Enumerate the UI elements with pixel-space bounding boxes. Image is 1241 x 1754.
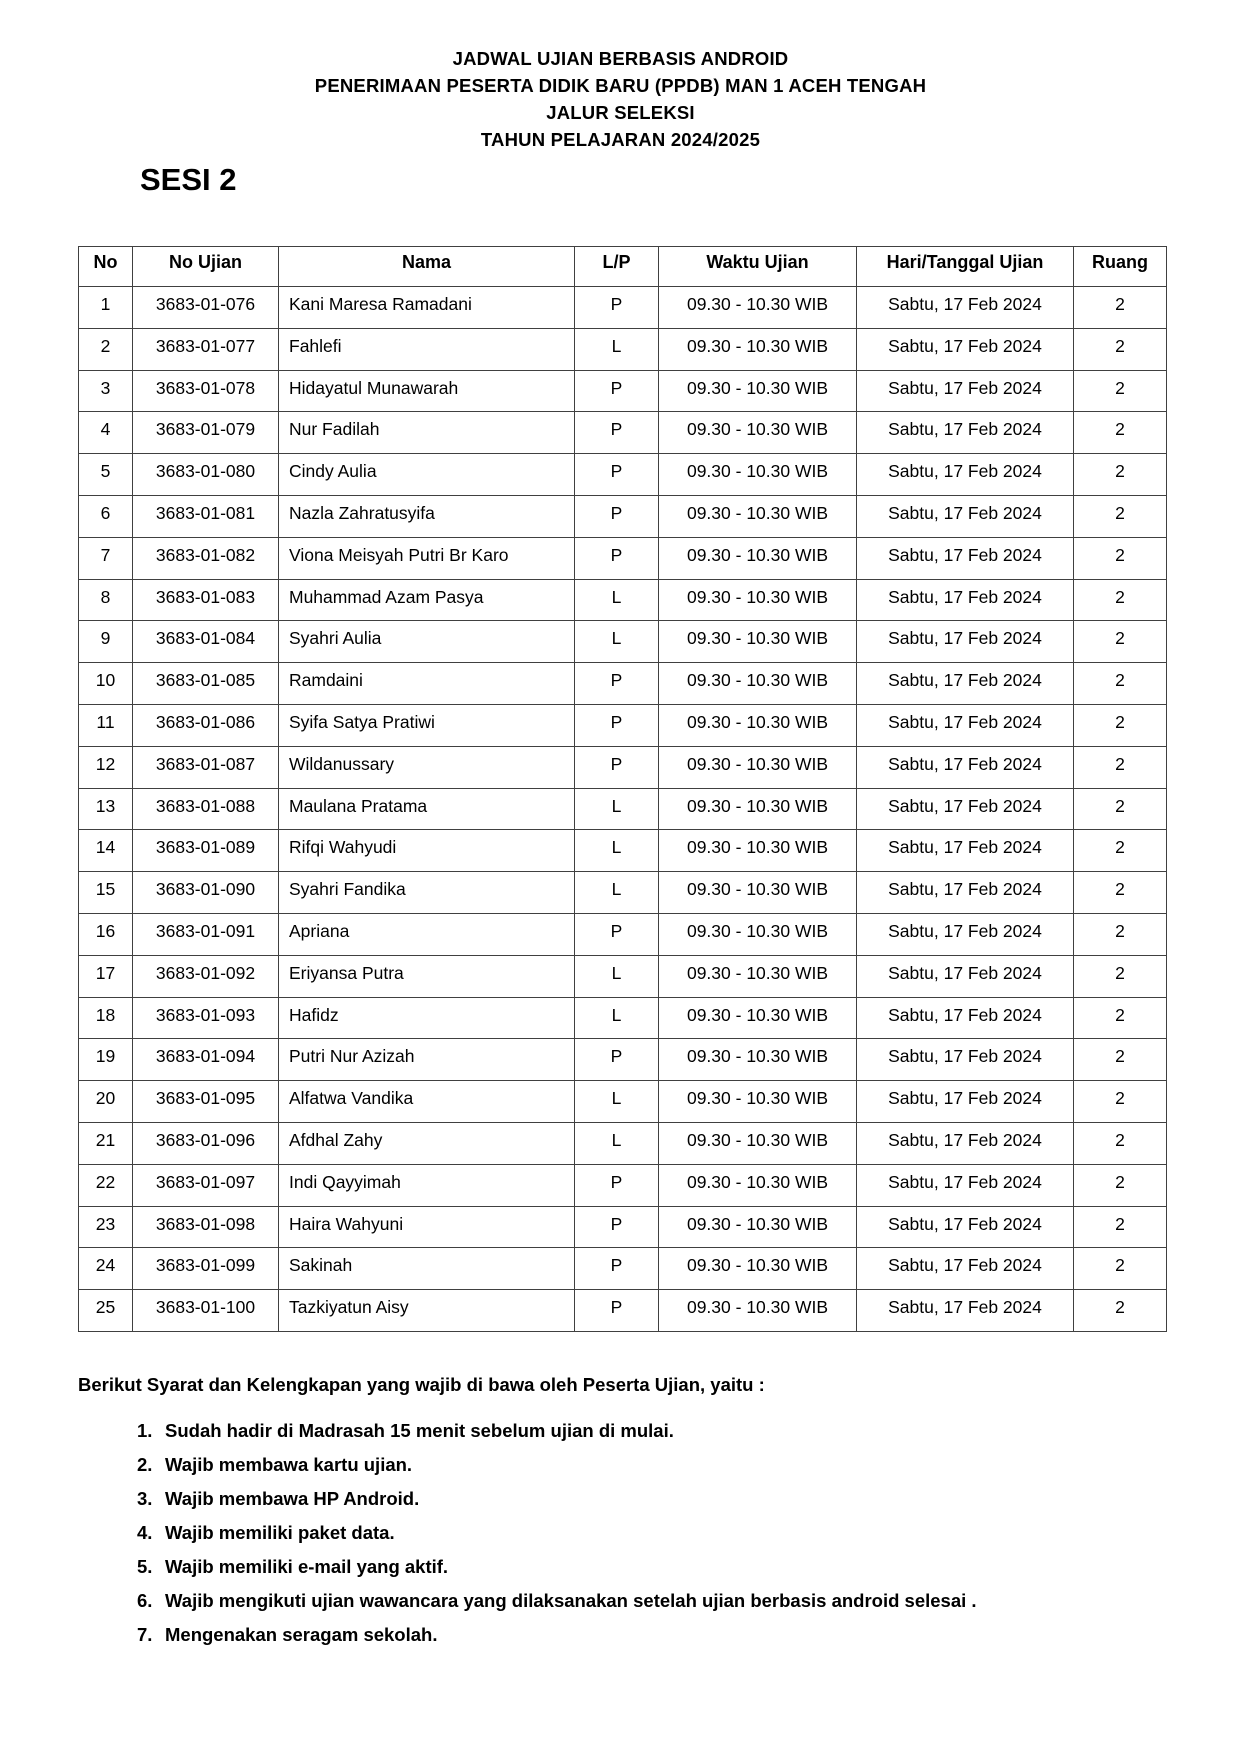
cell-waktu-ujian: 09.30 - 10.30 WIB <box>659 1081 857 1123</box>
cell-no: 12 <box>79 746 133 788</box>
table-row <box>79 1164 1167 1206</box>
cell-hari-tanggal: Sabtu, 17 Feb 2024 <box>857 746 1074 788</box>
requirement-item <box>137 1420 1241 1442</box>
cell-no: 6 <box>79 495 133 537</box>
table-row <box>79 955 1167 997</box>
requirement-number: 2. <box>137 1453 153 1475</box>
requirement-item <box>137 1488 1241 1510</box>
cell-ruang: 2 <box>1074 704 1167 746</box>
cell-waktu-ujian: 09.30 - 10.30 WIB <box>659 997 857 1039</box>
requirements-list <box>137 1420 1241 1646</box>
cell-nama: Maulana Pratama <box>279 788 575 830</box>
cell-nama: Syahri Aulia <box>279 621 575 663</box>
cell-waktu-ujian: 09.30 - 10.30 WIB <box>659 1290 857 1332</box>
cell-waktu-ujian: 09.30 - 10.30 WIB <box>659 495 857 537</box>
cell-no: 21 <box>79 1122 133 1164</box>
cell-no: 14 <box>79 830 133 872</box>
table-row <box>79 663 1167 705</box>
column-header-ruang: Ruang <box>1074 247 1167 287</box>
cell-lp: P <box>575 1039 659 1081</box>
table-row <box>79 704 1167 746</box>
cell-no-ujian: 3683-01-082 <box>133 537 279 579</box>
cell-waktu-ujian: 09.30 - 10.30 WIB <box>659 579 857 621</box>
cell-lp: P <box>575 495 659 537</box>
cell-no-ujian: 3683-01-090 <box>133 872 279 914</box>
table-row <box>79 830 1167 872</box>
cell-nama: Hafidz <box>279 997 575 1039</box>
cell-no-ujian: 3683-01-084 <box>133 621 279 663</box>
cell-ruang: 2 <box>1074 913 1167 955</box>
cell-nama: Putri Nur Azizah <box>279 1039 575 1081</box>
requirement-number: 5. <box>137 1555 153 1577</box>
cell-no-ujian: 3683-01-091 <box>133 913 279 955</box>
cell-no: 8 <box>79 579 133 621</box>
requirement-item <box>137 1556 1241 1578</box>
cell-no-ujian: 3683-01-086 <box>133 704 279 746</box>
cell-waktu-ujian: 09.30 - 10.30 WIB <box>659 704 857 746</box>
requirement-number: 6. <box>137 1589 153 1611</box>
cell-hari-tanggal: Sabtu, 17 Feb 2024 <box>857 1081 1074 1123</box>
column-header-lp: L/P <box>575 247 659 287</box>
cell-nama: Kani Maresa Ramadani <box>279 287 575 329</box>
cell-nama: Tazkiyatun Aisy <box>279 1290 575 1332</box>
cell-waktu-ujian: 09.30 - 10.30 WIB <box>659 537 857 579</box>
table-row <box>79 454 1167 496</box>
cell-lp: L <box>575 788 659 830</box>
cell-lp: L <box>575 872 659 914</box>
cell-nama: Afdhal Zahy <box>279 1122 575 1164</box>
table-row <box>79 328 1167 370</box>
cell-nama: Indi Qayyimah <box>279 1164 575 1206</box>
cell-ruang: 2 <box>1074 1122 1167 1164</box>
cell-no: 19 <box>79 1039 133 1081</box>
cell-no-ujian: 3683-01-094 <box>133 1039 279 1081</box>
cell-hari-tanggal: Sabtu, 17 Feb 2024 <box>857 704 1074 746</box>
cell-nama: Eriyansa Putra <box>279 955 575 997</box>
cell-waktu-ujian: 09.30 - 10.30 WIB <box>659 412 857 454</box>
cell-hari-tanggal: Sabtu, 17 Feb 2024 <box>857 788 1074 830</box>
requirement-text: Sudah hadir di Madrasah 15 menit sebelum ujian di mulai. <box>165 1419 674 1441</box>
cell-no: 25 <box>79 1290 133 1332</box>
cell-lp: P <box>575 412 659 454</box>
cell-ruang: 2 <box>1074 495 1167 537</box>
cell-no-ujian: 3683-01-099 <box>133 1248 279 1290</box>
cell-lp: L <box>575 579 659 621</box>
cell-ruang: 2 <box>1074 1039 1167 1081</box>
cell-nama: Apriana <box>279 913 575 955</box>
column-header-no: No <box>79 247 133 287</box>
cell-ruang: 2 <box>1074 537 1167 579</box>
cell-no-ujian: 3683-01-097 <box>133 1164 279 1206</box>
cell-waktu-ujian: 09.30 - 10.30 WIB <box>659 328 857 370</box>
cell-waktu-ujian: 09.30 - 10.30 WIB <box>659 454 857 496</box>
requirement-text: Wajib mengikuti ujian wawancara yang dilaksanakan setelah ujian berbasis android selesai . <box>165 1589 977 1611</box>
cell-no-ujian: 3683-01-079 <box>133 412 279 454</box>
cell-hari-tanggal: Sabtu, 17 Feb 2024 <box>857 287 1074 329</box>
session-heading: SESI 2 <box>140 162 237 197</box>
table-row <box>79 412 1167 454</box>
cell-no: 16 <box>79 913 133 955</box>
cell-no: 11 <box>79 704 133 746</box>
requirement-text: Wajib membawa kartu ujian. <box>165 1453 413 1475</box>
cell-nama: Alfatwa Vandika <box>279 1081 575 1123</box>
cell-hari-tanggal: Sabtu, 17 Feb 2024 <box>857 997 1074 1039</box>
cell-nama: Syahri Fandika <box>279 872 575 914</box>
cell-waktu-ujian: 09.30 - 10.30 WIB <box>659 746 857 788</box>
cell-nama: Cindy Aulia <box>279 454 575 496</box>
cell-hari-tanggal: Sabtu, 17 Feb 2024 <box>857 913 1074 955</box>
cell-lp: L <box>575 328 659 370</box>
cell-nama: Fahlefi <box>279 328 575 370</box>
cell-nama: Syifa Satya Pratiwi <box>279 704 575 746</box>
cell-waktu-ujian: 09.30 - 10.30 WIB <box>659 788 857 830</box>
cell-no: 18 <box>79 997 133 1039</box>
cell-ruang: 2 <box>1074 1081 1167 1123</box>
requirement-item <box>137 1590 1241 1612</box>
table-row <box>79 1039 1167 1081</box>
cell-lp: P <box>575 287 659 329</box>
cell-hari-tanggal: Sabtu, 17 Feb 2024 <box>857 955 1074 997</box>
cell-waktu-ujian: 09.30 - 10.30 WIB <box>659 1039 857 1081</box>
table-row <box>79 621 1167 663</box>
cell-hari-tanggal: Sabtu, 17 Feb 2024 <box>857 1122 1074 1164</box>
cell-nama: Rifqi Wahyudi <box>279 830 575 872</box>
table-row <box>79 997 1167 1039</box>
cell-waktu-ujian: 09.30 - 10.30 WIB <box>659 621 857 663</box>
exam-schedule-table <box>78 246 1167 1332</box>
cell-no: 15 <box>79 872 133 914</box>
table-row <box>79 1206 1167 1248</box>
cell-waktu-ujian: 09.30 - 10.30 WIB <box>659 1122 857 1164</box>
cell-hari-tanggal: Sabtu, 17 Feb 2024 <box>857 454 1074 496</box>
cell-no: 7 <box>79 537 133 579</box>
cell-ruang: 2 <box>1074 412 1167 454</box>
table-row <box>79 495 1167 537</box>
cell-no-ujian: 3683-01-083 <box>133 579 279 621</box>
cell-no-ujian: 3683-01-089 <box>133 830 279 872</box>
cell-no: 13 <box>79 788 133 830</box>
cell-hari-tanggal: Sabtu, 17 Feb 2024 <box>857 537 1074 579</box>
table-body <box>79 287 1167 1332</box>
requirement-text: Wajib memiliki e-mail yang aktif. <box>165 1555 449 1577</box>
column-header-no-ujian: No Ujian <box>133 247 279 287</box>
cell-ruang: 2 <box>1074 579 1167 621</box>
cell-ruang: 2 <box>1074 955 1167 997</box>
cell-ruang: 2 <box>1074 328 1167 370</box>
cell-no-ujian: 3683-01-076 <box>133 287 279 329</box>
cell-nama: Muhammad Azam Pasya <box>279 579 575 621</box>
cell-hari-tanggal: Sabtu, 17 Feb 2024 <box>857 663 1074 705</box>
cell-ruang: 2 <box>1074 997 1167 1039</box>
requirement-item <box>137 1454 1241 1476</box>
cell-waktu-ujian: 09.30 - 10.30 WIB <box>659 955 857 997</box>
cell-lp: P <box>575 1164 659 1206</box>
cell-no-ujian: 3683-01-078 <box>133 370 279 412</box>
cell-ruang: 2 <box>1074 454 1167 496</box>
cell-lp: P <box>575 663 659 705</box>
cell-no: 17 <box>79 955 133 997</box>
table-row <box>79 872 1167 914</box>
cell-ruang: 2 <box>1074 287 1167 329</box>
cell-no: 5 <box>79 454 133 496</box>
cell-no-ujian: 3683-01-081 <box>133 495 279 537</box>
cell-lp: P <box>575 1290 659 1332</box>
cell-ruang: 2 <box>1074 663 1167 705</box>
table-row <box>79 788 1167 830</box>
cell-lp: L <box>575 1122 659 1164</box>
requirement-text: Wajib membawa HP Android. <box>165 1487 420 1509</box>
cell-nama: Viona Meisyah Putri Br Karo <box>279 537 575 579</box>
requirement-item <box>137 1624 1241 1646</box>
requirement-number: 1. <box>137 1419 153 1441</box>
cell-waktu-ujian: 09.30 - 10.30 WIB <box>659 913 857 955</box>
cell-no-ujian: 3683-01-088 <box>133 788 279 830</box>
cell-nama: Sakinah <box>279 1248 575 1290</box>
cell-nama: Nazla Zahratusyifa <box>279 495 575 537</box>
cell-lp: P <box>575 1248 659 1290</box>
cell-ruang: 2 <box>1074 1248 1167 1290</box>
table-row <box>79 1081 1167 1123</box>
cell-no-ujian: 3683-01-098 <box>133 1206 279 1248</box>
cell-waktu-ujian: 09.30 - 10.30 WIB <box>659 1164 857 1206</box>
cell-lp: L <box>575 955 659 997</box>
requirement-text: Mengenakan seragam sekolah. <box>165 1623 438 1645</box>
cell-hari-tanggal: Sabtu, 17 Feb 2024 <box>857 370 1074 412</box>
cell-no-ujian: 3683-01-087 <box>133 746 279 788</box>
title-line-4: TAHUN PELAJARAN 2024/2025 <box>480 129 761 150</box>
requirements-heading: Berikut Syarat dan Kelengkapan yang wajib di bawa oleh Peserta Ujian, yaitu : <box>78 1373 765 1395</box>
table-row <box>79 1122 1167 1164</box>
cell-hari-tanggal: Sabtu, 17 Feb 2024 <box>857 495 1074 537</box>
cell-lp: L <box>575 1081 659 1123</box>
cell-hari-tanggal: Sabtu, 17 Feb 2024 <box>857 328 1074 370</box>
cell-waktu-ujian: 09.30 - 10.30 WIB <box>659 370 857 412</box>
column-header-hari-tanggal-ujian: Hari/Tanggal Ujian <box>857 247 1074 287</box>
column-header-nama: Nama <box>279 247 575 287</box>
cell-ruang: 2 <box>1074 788 1167 830</box>
table-row <box>79 579 1167 621</box>
cell-no-ujian: 3683-01-095 <box>133 1081 279 1123</box>
cell-waktu-ujian: 09.30 - 10.30 WIB <box>659 1206 857 1248</box>
requirement-number: 4. <box>137 1521 153 1543</box>
cell-ruang: 2 <box>1074 746 1167 788</box>
cell-hari-tanggal: Sabtu, 17 Feb 2024 <box>857 1206 1074 1248</box>
cell-no: 2 <box>79 328 133 370</box>
cell-hari-tanggal: Sabtu, 17 Feb 2024 <box>857 412 1074 454</box>
cell-waktu-ujian: 09.30 - 10.30 WIB <box>659 287 857 329</box>
cell-no-ujian: 3683-01-080 <box>133 454 279 496</box>
cell-waktu-ujian: 09.30 - 10.30 WIB <box>659 1248 857 1290</box>
cell-waktu-ujian: 09.30 - 10.30 WIB <box>659 872 857 914</box>
title-line-1: JADWAL UJIAN BERBASIS ANDROID <box>452 48 789 69</box>
cell-nama: Nur Fadilah <box>279 412 575 454</box>
cell-no: 22 <box>79 1164 133 1206</box>
document-title-block <box>0 0 1241 153</box>
cell-lp: P <box>575 913 659 955</box>
cell-hari-tanggal: Sabtu, 17 Feb 2024 <box>857 1164 1074 1206</box>
cell-hari-tanggal: Sabtu, 17 Feb 2024 <box>857 579 1074 621</box>
requirement-number: 3. <box>137 1487 153 1509</box>
cell-hari-tanggal: Sabtu, 17 Feb 2024 <box>857 621 1074 663</box>
cell-nama: Wildanussary <box>279 746 575 788</box>
cell-lp: P <box>575 370 659 412</box>
table-row <box>79 1290 1167 1332</box>
cell-no: 9 <box>79 621 133 663</box>
requirement-text: Wajib memiliki paket data. <box>165 1521 395 1543</box>
cell-hari-tanggal: Sabtu, 17 Feb 2024 <box>857 1248 1074 1290</box>
cell-lp: L <box>575 997 659 1039</box>
cell-no-ujian: 3683-01-100 <box>133 1290 279 1332</box>
cell-ruang: 2 <box>1074 1290 1167 1332</box>
cell-hari-tanggal: Sabtu, 17 Feb 2024 <box>857 872 1074 914</box>
requirement-item <box>137 1522 1241 1544</box>
cell-lp: P <box>575 537 659 579</box>
cell-no: 4 <box>79 412 133 454</box>
cell-no: 1 <box>79 287 133 329</box>
cell-ruang: 2 <box>1074 621 1167 663</box>
cell-ruang: 2 <box>1074 872 1167 914</box>
table-row <box>79 913 1167 955</box>
cell-no-ujian: 3683-01-092 <box>133 955 279 997</box>
cell-ruang: 2 <box>1074 370 1167 412</box>
cell-no: 3 <box>79 370 133 412</box>
cell-lp: L <box>575 621 659 663</box>
cell-ruang: 2 <box>1074 1164 1167 1206</box>
cell-waktu-ujian: 09.30 - 10.30 WIB <box>659 830 857 872</box>
table-row <box>79 1248 1167 1290</box>
cell-lp: P <box>575 454 659 496</box>
cell-nama: Haira Wahyuni <box>279 1206 575 1248</box>
cell-lp: L <box>575 830 659 872</box>
cell-no: 10 <box>79 663 133 705</box>
table-row <box>79 287 1167 329</box>
cell-hari-tanggal: Sabtu, 17 Feb 2024 <box>857 830 1074 872</box>
cell-no: 24 <box>79 1248 133 1290</box>
requirement-number: 7. <box>137 1623 153 1645</box>
cell-nama: Hidayatul Munawarah <box>279 370 575 412</box>
table-row <box>79 370 1167 412</box>
table-row <box>79 537 1167 579</box>
cell-no: 20 <box>79 1081 133 1123</box>
cell-no-ujian: 3683-01-096 <box>133 1122 279 1164</box>
cell-lp: P <box>575 746 659 788</box>
title-line-3: JALUR SELEKSI <box>546 102 695 123</box>
table-header-row <box>79 247 1167 287</box>
column-header-waktu-ujian: Waktu Ujian <box>659 247 857 287</box>
cell-hari-tanggal: Sabtu, 17 Feb 2024 <box>857 1290 1074 1332</box>
table-row <box>79 746 1167 788</box>
cell-no: 23 <box>79 1206 133 1248</box>
cell-nama: Ramdaini <box>279 663 575 705</box>
cell-waktu-ujian: 09.30 - 10.30 WIB <box>659 663 857 705</box>
cell-ruang: 2 <box>1074 1206 1167 1248</box>
cell-hari-tanggal: Sabtu, 17 Feb 2024 <box>857 1039 1074 1081</box>
cell-no-ujian: 3683-01-093 <box>133 997 279 1039</box>
cell-lp: P <box>575 1206 659 1248</box>
cell-lp: P <box>575 704 659 746</box>
cell-no-ujian: 3683-01-077 <box>133 328 279 370</box>
title-line-2: PENERIMAAN PESERTA DIDIK BARU (PPDB) MAN 1 ACEH TENGAH <box>314 75 927 96</box>
cell-ruang: 2 <box>1074 830 1167 872</box>
cell-no-ujian: 3683-01-085 <box>133 663 279 705</box>
